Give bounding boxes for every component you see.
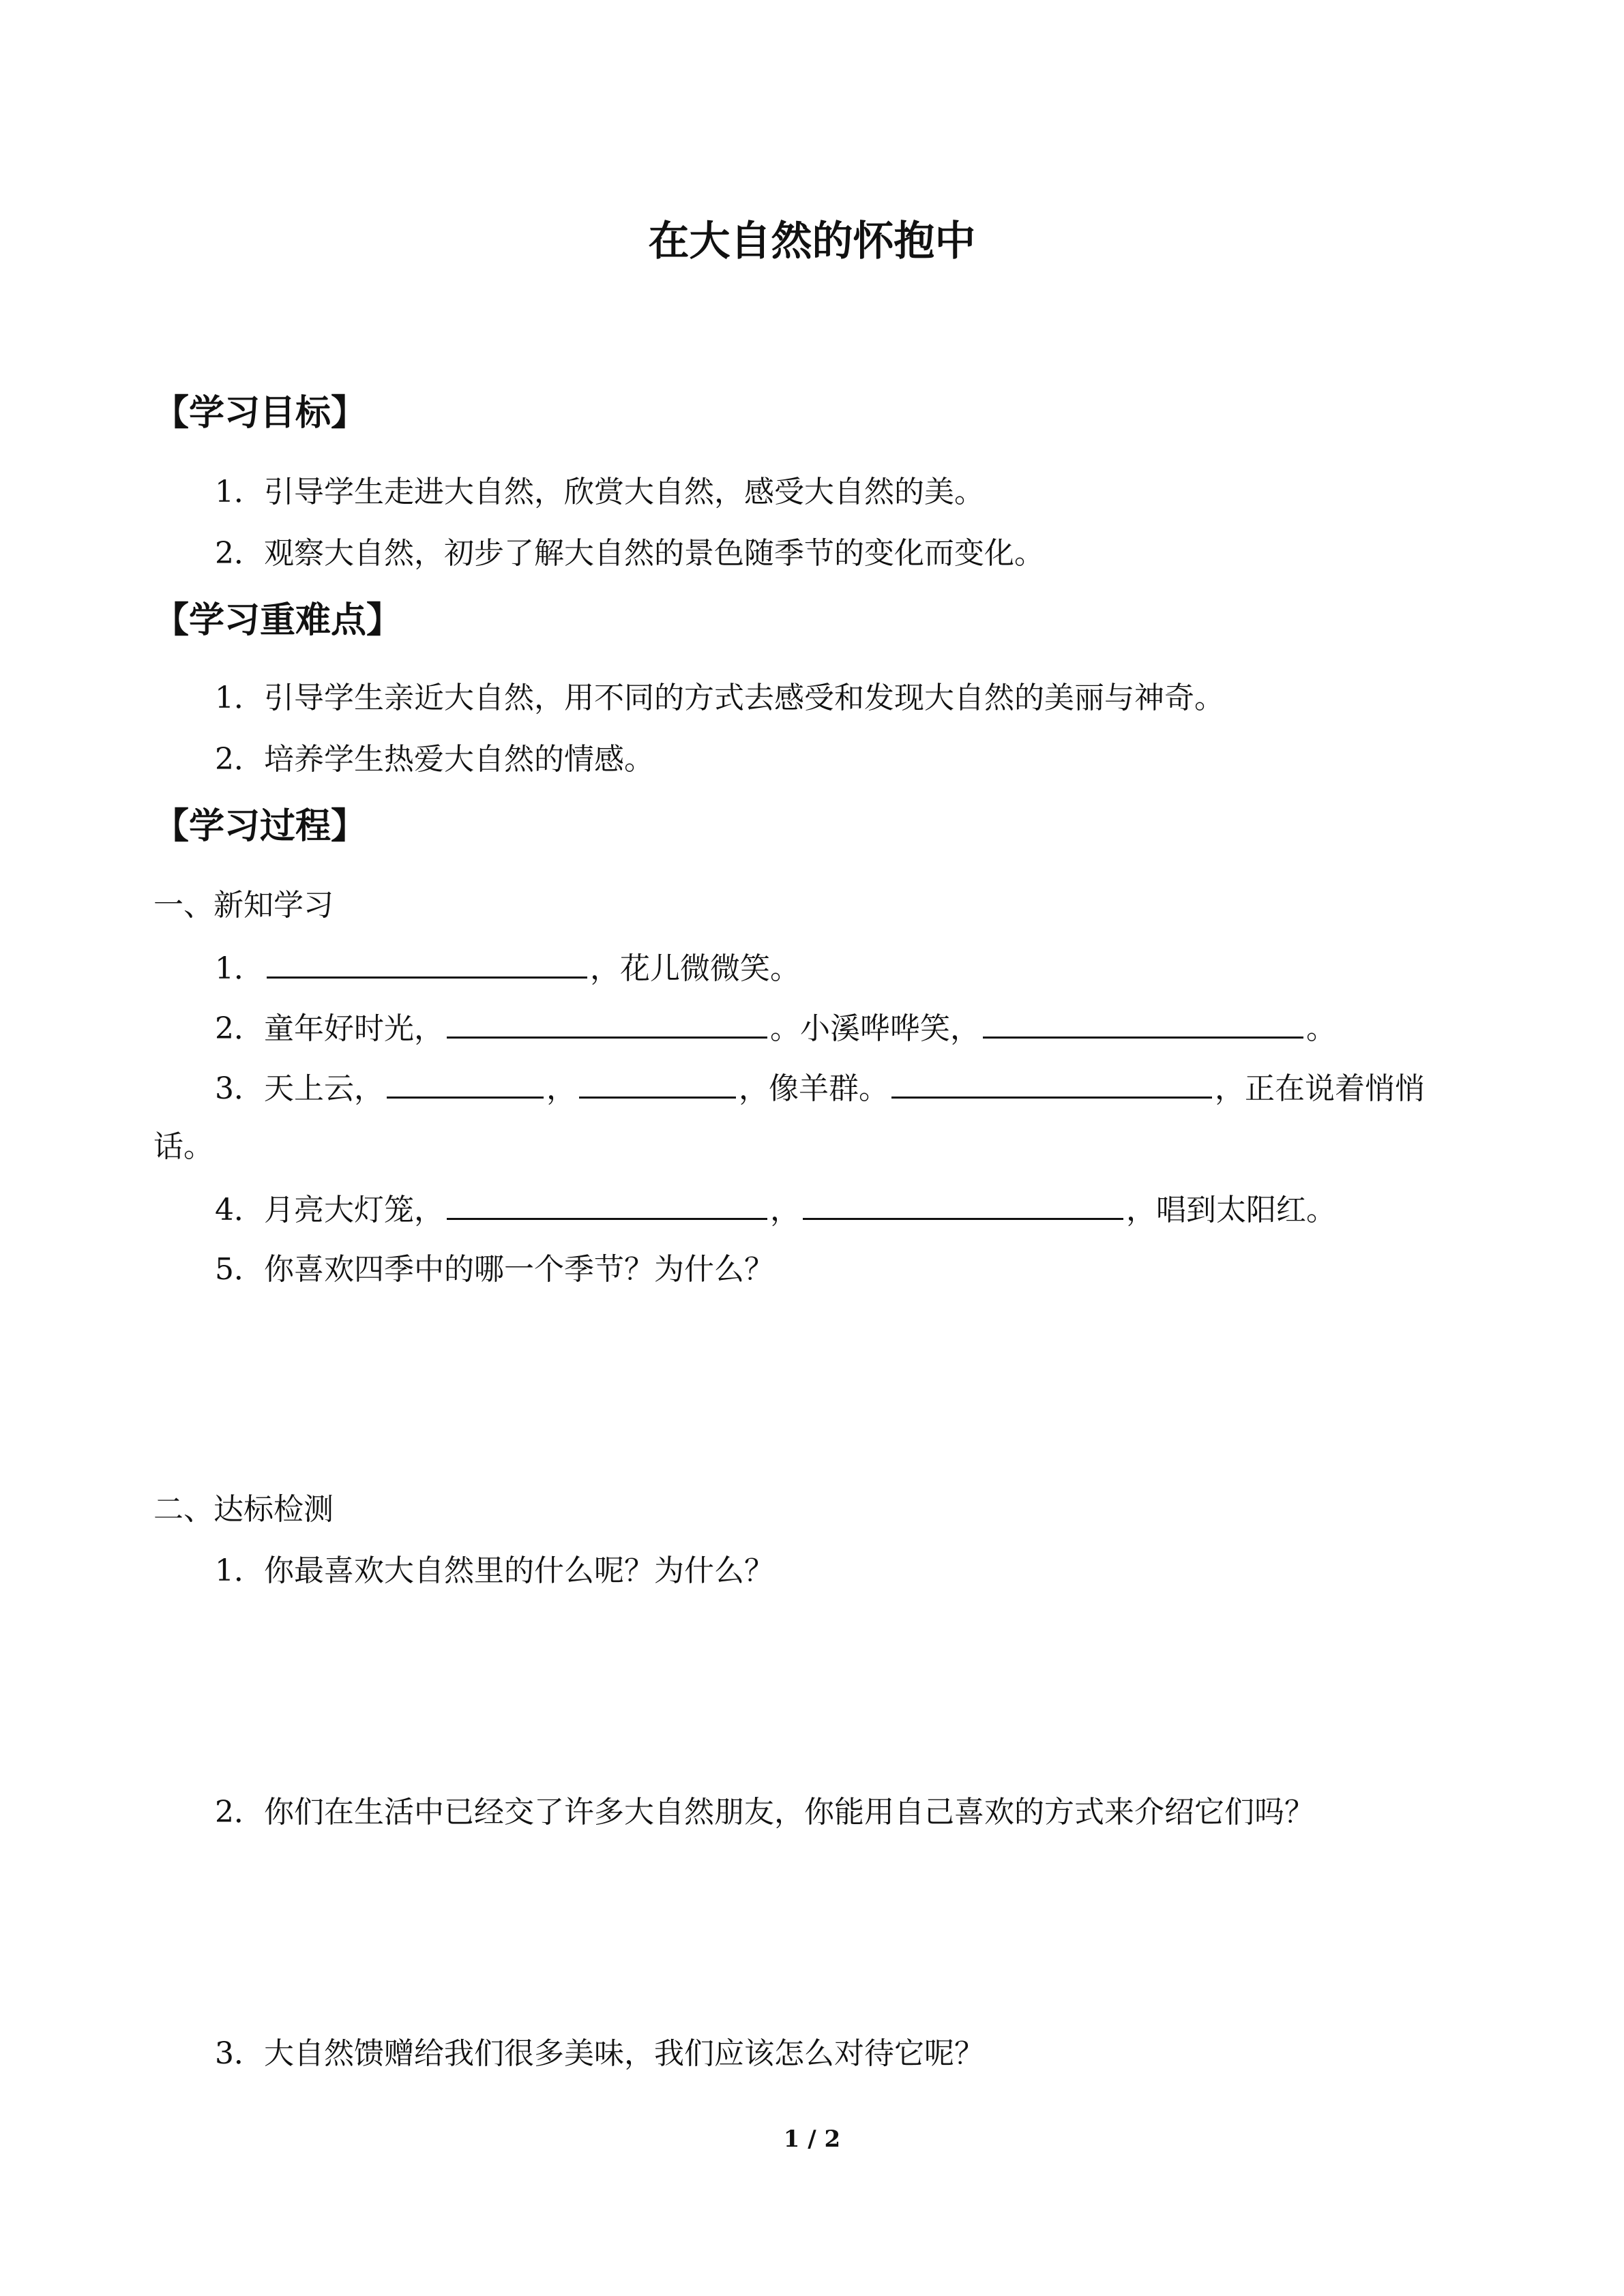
answer-blank[interactable]: [891, 1069, 1212, 1099]
key-points-heading: 【学习重难点】: [153, 599, 402, 641]
fill-question-3-wrap: 话。: [153, 1129, 213, 1164]
answer-blank[interactable]: [447, 1191, 767, 1220]
question-number: 1．: [215, 951, 264, 986]
fill-question-3: [215, 1069, 1425, 1108]
process-heading: 【学习过程】: [153, 805, 367, 847]
answer-blank[interactable]: [267, 949, 587, 979]
question-text: 3．天上云，: [215, 1071, 384, 1106]
question-text: 2．童年好时光，: [215, 1011, 444, 1046]
question-text: ，唱到太阳红。: [1126, 1193, 1336, 1227]
question-text: ，正在说着悄悄: [1215, 1071, 1425, 1106]
question-text: 4．月亮大灯笼，: [215, 1193, 444, 1227]
key-point-item-2: 2．培养学生热爱大自然的情感。: [215, 742, 654, 777]
goal-item-2: 2．观察大自然，初步了解大自然的景色随季节的变化而变化。: [215, 536, 1044, 571]
fill-question-1: [215, 949, 800, 988]
goal-item-1: 1．引导学生走进大自然，欣赏大自然，感受大自然的美。: [215, 475, 984, 509]
test-question-3: 3．大自然馈赠给我们很多美味，我们应该怎么对待它呢？: [215, 2036, 984, 2071]
question-text: 。: [1306, 1011, 1336, 1046]
page-title: 在大自然的怀抱中: [648, 218, 976, 265]
test-question-1: 1．你最喜欢大自然里的什么呢？为什么？: [215, 1553, 774, 1588]
goals-heading: 【学习目标】: [153, 392, 367, 434]
page-number: 1 / 2: [783, 2126, 841, 2153]
answer-blank[interactable]: [447, 1009, 767, 1039]
test-question-2: 2．你们在生活中已经交了许多大自然朋友，你能用自己喜欢的方式来介绍它们吗？: [215, 1795, 1314, 1830]
fill-question-4: [215, 1191, 1336, 1229]
question-text: 。小溪哗哗笑，: [770, 1011, 980, 1046]
answer-blank[interactable]: [387, 1069, 544, 1099]
answer-blank[interactable]: [803, 1191, 1123, 1220]
part1-heading: 一、新知学习: [153, 888, 334, 923]
question-text: ，: [546, 1071, 576, 1106]
part2-heading: 二、达标检测: [153, 1492, 334, 1527]
question-text: ，: [770, 1193, 800, 1227]
answer-blank[interactable]: [983, 1009, 1303, 1039]
fill-question-2: [215, 1009, 1336, 1048]
open-question-5: 5．你喜欢四季中的哪一个季节？为什么？: [215, 1252, 774, 1287]
question-text: ，像羊群。: [739, 1071, 889, 1106]
key-point-item-1: 1．引导学生亲近大自然，用不同的方式去感受和发现大自然的美丽与神奇。: [215, 681, 1224, 715]
question-text: ，花儿微微笑。: [590, 951, 800, 986]
answer-blank[interactable]: [579, 1069, 736, 1099]
